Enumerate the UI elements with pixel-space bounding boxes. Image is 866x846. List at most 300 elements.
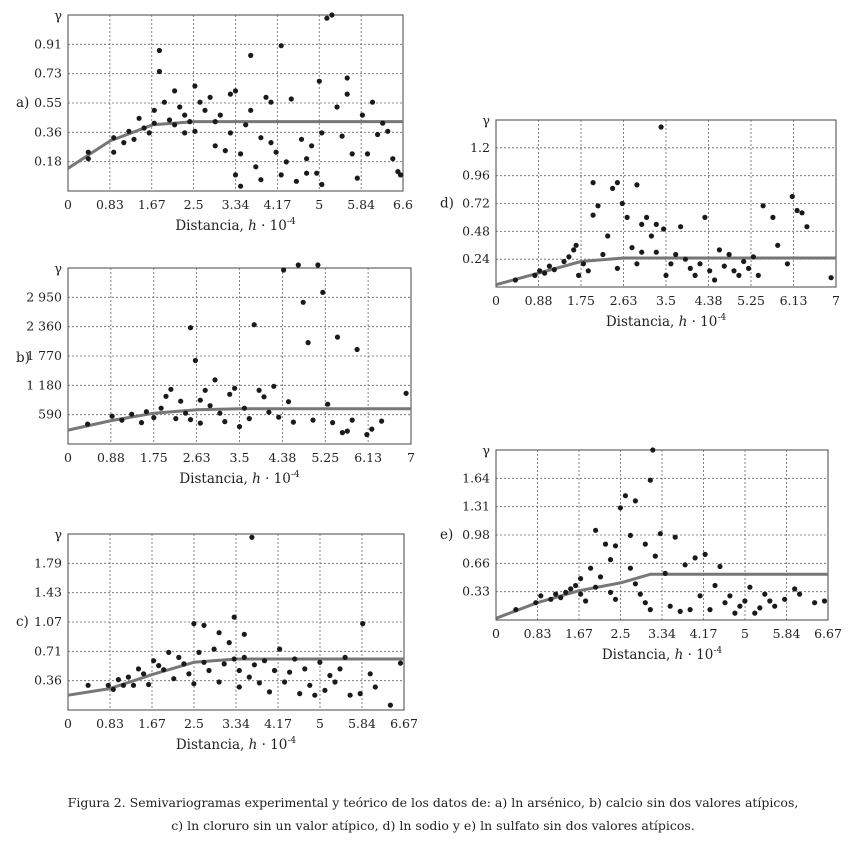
data-point	[319, 182, 324, 187]
data-point	[623, 493, 628, 498]
x-tick-label: 1.67	[137, 197, 166, 212]
data-point	[222, 661, 227, 666]
x-tick-label: 5.84	[772, 626, 801, 641]
data-point	[613, 597, 618, 602]
data-point	[654, 222, 659, 227]
data-point	[588, 566, 593, 571]
data-point	[746, 266, 751, 271]
data-point	[232, 656, 237, 661]
x-axis-label	[179, 470, 300, 487]
data-point	[742, 598, 747, 603]
data-point	[111, 135, 116, 140]
data-point	[141, 671, 146, 676]
data-point	[121, 140, 126, 145]
x-tick-label: 5.25	[311, 450, 340, 465]
data-point	[558, 595, 563, 600]
data-point	[633, 498, 638, 503]
data-point	[252, 662, 257, 667]
data-point	[741, 259, 746, 264]
data-point	[262, 658, 267, 663]
x-axis-label-variable: h	[674, 647, 684, 663]
data-point	[717, 564, 722, 569]
x-tick-label: 4.38	[694, 293, 723, 308]
x-axis-label-variable: h	[248, 218, 257, 234]
data-point	[658, 531, 663, 536]
data-point	[168, 387, 173, 392]
data-point	[595, 203, 600, 208]
data-point	[364, 432, 369, 437]
data-point	[368, 671, 373, 676]
y-tick-label: 0.71	[34, 643, 62, 659]
data-point	[537, 268, 542, 273]
data-point	[213, 143, 218, 148]
y-tick-label: 1.43	[34, 584, 62, 600]
data-point	[206, 668, 211, 673]
data-point	[538, 593, 543, 598]
data-point	[360, 113, 365, 118]
data-point	[136, 666, 141, 671]
chart-panel-e	[440, 444, 842, 663]
data-point	[583, 598, 588, 603]
data-point	[157, 48, 162, 53]
data-point	[563, 590, 568, 595]
data-point	[736, 273, 741, 278]
data-point	[272, 668, 277, 673]
y-tick-label: 0.36	[34, 672, 62, 688]
data-point	[673, 252, 678, 257]
y-axis-label-gamma: γ	[54, 262, 62, 277]
data-point	[166, 650, 171, 655]
data-point	[233, 172, 238, 177]
x-tick-label: 0	[64, 197, 72, 212]
x-axis-label	[602, 646, 723, 663]
data-point	[279, 172, 284, 177]
y-axis-label-gamma: γ	[482, 444, 490, 459]
data-point	[172, 88, 177, 93]
data-point	[266, 410, 271, 415]
x-tick-label: 0	[492, 293, 500, 308]
data-point	[258, 177, 263, 182]
data-point	[292, 656, 297, 661]
x-axis-label-exponent: -4	[286, 217, 296, 227]
x-tick-label: 5.25	[737, 293, 765, 308]
data-point	[797, 592, 802, 597]
data-point	[181, 661, 186, 666]
data-point	[137, 116, 142, 121]
data-point	[157, 69, 162, 74]
chart-panel-a	[16, 9, 413, 234]
data-point	[261, 394, 266, 399]
data-point	[171, 676, 176, 681]
y-axis-label-gamma: γ	[54, 9, 62, 24]
data-point	[327, 673, 332, 678]
data-point	[237, 684, 242, 689]
data-point	[111, 150, 116, 155]
data-point	[147, 130, 152, 135]
data-point	[284, 159, 289, 164]
data-point	[360, 621, 365, 626]
data-point	[785, 261, 790, 266]
data-point	[620, 201, 625, 206]
data-point	[312, 693, 317, 698]
x-tick-label: 0.88	[96, 450, 125, 465]
y-tick-label: 2 360	[26, 318, 62, 334]
data-point	[513, 277, 518, 282]
data-point	[139, 420, 144, 425]
y-tick-label: 0.73	[34, 65, 62, 81]
y-tick-label: 590	[38, 406, 62, 422]
y-tick-label: 0.18	[34, 153, 62, 169]
data-point	[332, 679, 337, 684]
data-point	[208, 403, 213, 408]
data-point	[276, 415, 281, 420]
chart-panel-c	[16, 528, 418, 753]
data-point	[315, 262, 320, 267]
x-tick-label: 6.67	[390, 716, 418, 731]
data-point	[561, 259, 566, 264]
data-point	[648, 478, 653, 483]
data-point	[633, 581, 638, 586]
data-point	[227, 392, 232, 397]
x-axis-label-prefix: Distancia,	[175, 218, 249, 234]
data-point	[762, 592, 767, 597]
data-point	[142, 125, 147, 130]
x-tick-label: 3.34	[648, 626, 676, 641]
data-point	[668, 604, 673, 609]
data-point	[668, 261, 673, 266]
data-point	[578, 592, 583, 597]
data-point	[732, 611, 737, 616]
data-point	[618, 505, 623, 510]
data-point	[683, 257, 688, 262]
x-tick-label: 7	[832, 293, 840, 308]
x-axis-label-prefix: Distancia,	[175, 737, 249, 753]
data-point	[553, 592, 558, 597]
panel-label: b)	[16, 350, 30, 366]
x-tick-label: 5.84	[348, 716, 376, 731]
data-point	[248, 53, 253, 58]
x-tick-label: 5	[315, 197, 324, 212]
y-tick-label: 1.07	[34, 614, 62, 629]
data-point	[252, 322, 257, 327]
data-point	[191, 621, 196, 626]
data-point	[314, 171, 319, 176]
data-point	[659, 124, 664, 129]
data-point	[790, 194, 795, 199]
data-point	[86, 156, 91, 161]
data-point	[242, 406, 247, 411]
data-point	[183, 411, 188, 416]
data-point	[574, 243, 579, 248]
data-point	[146, 682, 151, 687]
data-point	[152, 108, 157, 113]
data-point	[756, 273, 761, 278]
data-point	[593, 528, 598, 533]
data-point	[615, 180, 620, 185]
data-point	[247, 675, 252, 680]
data-point	[188, 325, 193, 330]
data-point	[717, 247, 722, 252]
data-point	[603, 542, 608, 547]
data-point	[799, 210, 804, 215]
y-tick-label: 1 180	[26, 377, 62, 393]
data-point	[277, 647, 282, 652]
data-point	[804, 224, 809, 229]
data-point	[258, 135, 263, 140]
data-point	[795, 208, 800, 213]
data-point	[267, 689, 272, 694]
x-tick-label: 5.84	[347, 197, 376, 212]
data-point	[348, 693, 353, 698]
data-point	[610, 186, 615, 191]
data-point	[202, 108, 207, 113]
data-point	[747, 585, 752, 590]
data-point	[673, 535, 678, 540]
data-point	[289, 96, 294, 101]
data-point	[257, 680, 262, 685]
x-tick-label: 3.5	[656, 293, 676, 308]
x-tick-label: 3.34	[221, 197, 250, 212]
data-point	[663, 273, 668, 278]
panel-label: e)	[440, 527, 454, 543]
data-point	[586, 268, 591, 273]
data-point	[322, 688, 327, 693]
data-point	[629, 245, 634, 250]
data-point	[126, 129, 131, 134]
data-point	[350, 151, 355, 156]
data-point	[268, 100, 273, 105]
data-point	[198, 421, 203, 426]
data-point	[722, 600, 727, 605]
data-point	[106, 683, 111, 688]
data-point	[317, 660, 322, 665]
data-point	[533, 600, 538, 605]
data-point	[203, 388, 208, 393]
data-point	[661, 226, 666, 231]
x-tick-label: 1.67	[565, 626, 593, 641]
x-tick-label: 4.17	[689, 626, 718, 641]
data-point	[302, 666, 307, 671]
data-point	[628, 566, 633, 571]
x-axis-label-suffix: · 10	[257, 737, 288, 753]
data-point	[279, 43, 284, 48]
data-point	[191, 681, 196, 686]
data-point	[144, 409, 149, 414]
data-point	[86, 683, 91, 688]
data-point	[227, 640, 232, 645]
data-point	[370, 100, 375, 105]
y-tick-label: 0.72	[462, 195, 490, 211]
data-point	[151, 658, 156, 663]
data-point	[126, 675, 131, 680]
data-point	[192, 83, 197, 88]
data-point	[282, 679, 287, 684]
data-point	[281, 267, 286, 272]
data-point	[369, 427, 374, 432]
data-point	[388, 703, 393, 708]
data-point	[297, 691, 302, 696]
y-tick-label: 1.64	[462, 470, 490, 486]
x-tick-label: 6.67	[814, 626, 842, 641]
data-point	[172, 122, 177, 127]
y-tick-label: 0.96	[462, 167, 490, 183]
data-point	[693, 273, 698, 278]
x-axis-label	[175, 217, 296, 234]
data-point	[737, 604, 742, 609]
data-point	[212, 377, 217, 382]
data-point	[296, 262, 301, 267]
data-point	[812, 600, 817, 605]
data-point	[643, 542, 648, 547]
data-point	[678, 609, 683, 614]
x-axis-label-prefix: Distancia,	[605, 314, 679, 330]
data-point	[151, 415, 156, 420]
x-tick-label: 1.67	[138, 716, 166, 731]
data-point	[608, 557, 613, 562]
x-tick-label: 7	[407, 450, 415, 465]
y-tick-label: 1.2	[470, 139, 490, 155]
data-point	[222, 419, 227, 424]
data-point	[697, 261, 702, 266]
data-point	[566, 254, 571, 259]
data-point	[385, 129, 390, 134]
x-tick-label: 2.5	[610, 626, 631, 641]
data-point	[688, 266, 693, 271]
data-point	[197, 100, 202, 105]
figure-caption-line-1: Figura 2. Semivariogramas experimental y teórico de los datos de: a) ln arsénico, b) calcio sin dos valores atípicos,	[67, 795, 799, 810]
panel-label: a)	[16, 95, 30, 111]
data-point	[110, 414, 115, 419]
data-point	[196, 650, 201, 655]
data-point	[757, 605, 762, 610]
y-tick-label: 0.36	[34, 124, 62, 140]
data-point	[578, 576, 583, 581]
data-point	[330, 420, 335, 425]
data-point	[707, 268, 712, 273]
data-point	[772, 604, 777, 609]
data-point	[304, 156, 309, 161]
data-point	[242, 655, 247, 660]
data-point	[274, 150, 279, 155]
data-point	[751, 254, 756, 259]
data-point	[257, 388, 262, 393]
data-point	[648, 607, 653, 612]
data-point	[775, 243, 780, 248]
data-point	[201, 660, 206, 665]
data-point	[767, 598, 772, 603]
data-point	[365, 151, 370, 156]
x-tick-label: 0	[64, 716, 72, 731]
data-point	[340, 430, 345, 435]
y-tick-label: 0.48	[462, 223, 490, 239]
data-point	[131, 683, 136, 688]
data-point	[731, 268, 736, 273]
data-point	[188, 417, 193, 422]
data-point	[727, 252, 732, 257]
data-point	[243, 122, 248, 127]
data-point	[162, 100, 167, 105]
data-point	[304, 171, 309, 176]
data-point	[159, 406, 164, 411]
data-point	[707, 607, 712, 612]
x-tick-label: 0.88	[524, 293, 553, 308]
data-point	[291, 420, 296, 425]
data-point	[727, 593, 732, 598]
data-point	[712, 277, 717, 282]
data-point	[213, 119, 218, 124]
data-point	[131, 137, 136, 142]
x-tick-label: 0.83	[523, 626, 552, 641]
data-point	[379, 419, 384, 424]
data-point	[186, 671, 191, 676]
data-point	[325, 402, 330, 407]
data-point	[271, 384, 276, 389]
data-point	[822, 598, 827, 603]
data-point	[404, 391, 409, 396]
data-point	[373, 684, 378, 689]
data-point	[829, 275, 834, 280]
y-axis-label-gamma: γ	[54, 528, 62, 543]
x-tick-label: 4.17	[264, 716, 292, 731]
x-axis-label-variable: h	[678, 314, 688, 330]
data-point	[217, 679, 222, 684]
y-tick-label: 0.66	[462, 555, 490, 571]
data-point	[223, 148, 228, 153]
data-point	[663, 571, 668, 576]
data-point	[573, 583, 578, 588]
data-point	[192, 129, 197, 134]
x-axis-label	[606, 313, 727, 330]
data-point	[152, 121, 157, 126]
x-tick-label: 5	[741, 626, 749, 641]
data-point	[782, 597, 787, 602]
data-point	[247, 416, 252, 421]
data-point	[249, 535, 254, 540]
x-tick-label: 5	[316, 716, 324, 731]
data-point	[698, 593, 703, 598]
data-point	[650, 447, 655, 452]
x-axis-label-exponent: -4	[713, 646, 723, 656]
data-point	[343, 655, 348, 660]
data-point	[761, 203, 766, 208]
data-point	[329, 12, 334, 17]
y-tick-label: 1 770	[26, 348, 62, 363]
data-point	[678, 224, 683, 229]
data-point	[340, 134, 345, 139]
x-tick-label: 2.63	[609, 293, 638, 308]
data-point	[233, 88, 238, 93]
x-tick-label: 1.75	[567, 293, 595, 308]
data-point	[380, 121, 385, 126]
data-point	[182, 130, 187, 135]
data-point	[542, 271, 547, 276]
data-point	[177, 104, 182, 109]
data-point	[287, 670, 292, 675]
data-point	[319, 130, 324, 135]
data-point	[398, 172, 403, 177]
data-point	[625, 215, 630, 220]
data-point	[683, 562, 688, 567]
x-axis-label-exponent: -4	[290, 470, 300, 480]
data-point	[600, 252, 605, 257]
data-point	[532, 273, 537, 278]
data-point	[306, 340, 311, 345]
data-point	[263, 95, 268, 100]
x-tick-label: 1.75	[139, 450, 168, 465]
x-axis-label-variable: h	[252, 471, 261, 487]
y-tick-label: 0.55	[34, 95, 62, 110]
x-tick-label: 3.5	[229, 450, 250, 465]
